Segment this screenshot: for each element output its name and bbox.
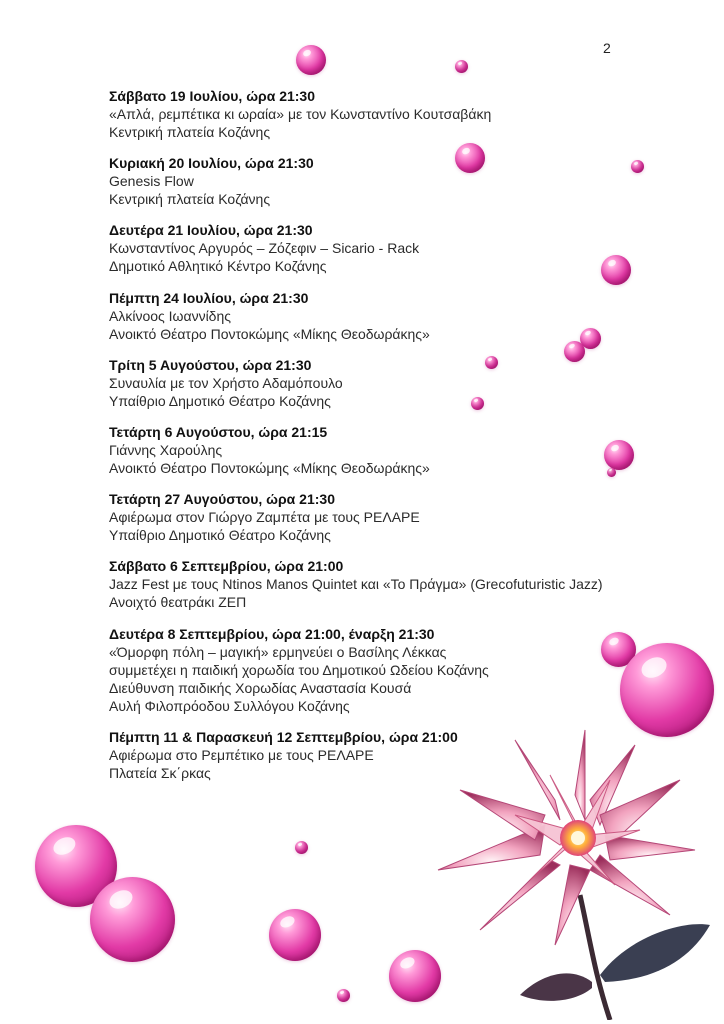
event-entry xyxy=(109,625,669,715)
event-venue: Κεντρική πλατεία Κοζάνης xyxy=(109,191,271,208)
event-venue: Ανοικτό Θέατρο Ποντοκώμης «Μίκης Θεοδωράκης» xyxy=(109,459,430,476)
page-number: 2 xyxy=(603,40,611,56)
event-performer: Genesis Flow xyxy=(109,173,194,190)
bubble-icon xyxy=(607,468,616,477)
event-performer: Jazz Fest με τους Ntinos Manos Quintet και «Το Πράγμα» (Grecofuturistic Jazz) xyxy=(109,576,603,593)
event-entry xyxy=(109,557,669,611)
event-date: Δευτέρα 21 Ιουλίου, ώρα 21:30 xyxy=(109,222,313,239)
event-venue: Κεντρική πλατεία Κοζάνης xyxy=(109,124,271,140)
bubble-icon xyxy=(485,356,498,369)
event-entry xyxy=(109,423,669,477)
event-date: Τετάρτη 27 Αυγούστου, ώρα 21:30 xyxy=(109,491,335,508)
event-performer: «Απλά, ρεμπέτικα κι ωραία» με τον Κωνσταντίνο Κουτσαβάκη xyxy=(109,106,492,122)
event-date: Τετάρτη 6 Αυγούστου, ώρα 21:15 xyxy=(109,423,328,440)
bubble-icon xyxy=(455,60,468,73)
event-date: Κυριακή 20 Ιουλίου, ώρα 21:30 xyxy=(109,155,314,172)
event-venue: Πλατεία Σκ΄ρκας xyxy=(109,764,211,781)
event-performer: Συναυλία με τον Χρήστο Αδαμόπουλο xyxy=(109,374,343,391)
event-venue: Υπαίθριο Δημοτικό Θέατρο Κοζάνης xyxy=(109,527,331,544)
event-date: Σάββατο 6 Σεπτεμβρίου, ώρα 21:00 xyxy=(109,558,344,575)
bubble-icon xyxy=(455,143,485,173)
event-performer: «Όμορφη πόλη – μαγική» ερμηνεύει ο Βασίλης Λέκκας xyxy=(109,643,447,660)
event-entry xyxy=(109,154,669,208)
bubble-icon xyxy=(601,255,631,285)
event-date: Δευτέρα 8 Σεπτεμβρίου, ώρα 21:00, έναρξη 21:30 xyxy=(109,625,435,642)
event-detail: συμμετέχει η παιδική χορωδία του Δημοτικού Ωδείου Κοζάνης xyxy=(109,661,489,678)
event-venue: Ανοικτό Θέατρο Ποντοκώμης «Μίκης Θεοδωράκης» xyxy=(109,325,430,342)
dahlia-flower-icon xyxy=(420,720,720,1020)
event-performer: Αφιέρωμα στον Γιώργο Ζαμπέτα με τους ΡΕΛΑΡΕ xyxy=(109,509,420,526)
event-date: Τρίτη 5 Αυγούστου, ώρα 21:30 xyxy=(109,356,312,373)
bubble-icon xyxy=(269,909,321,961)
event-detail: Διεύθυνση παιδικής Χορωδίας Αναστασία Κουσά xyxy=(109,679,412,696)
bubble-icon xyxy=(471,397,484,410)
bubble-icon xyxy=(564,341,585,362)
event-date: Πέμπτη 24 Ιουλίου, ώρα 21:30 xyxy=(109,289,309,306)
event-venue: Υπαίθριο Δημοτικό Θέατρο Κοζάνης xyxy=(109,392,331,409)
event-date: Σάββατο 19 Ιουλίου, ώρα 21:30 xyxy=(109,88,316,104)
bubble-icon xyxy=(296,45,326,75)
event-date: Πέμπτη 11 & Παρασκευή 12 Σεπτεμβρίου, ώρα 21:00 xyxy=(109,728,458,745)
bubble-icon xyxy=(337,989,350,1002)
event-entry xyxy=(109,490,669,544)
event-performer: Γιάννης Χαρούλης xyxy=(109,441,223,458)
event-entry xyxy=(109,87,669,141)
bubble-icon xyxy=(90,877,175,962)
event-schedule xyxy=(109,87,669,795)
event-venue: Αυλή Φιλοπρόοδου Συλλόγου Κοζάνης xyxy=(109,697,350,714)
event-venue: Δημοτικό Αθλητικό Κέντρο Κοζάνης xyxy=(109,258,327,275)
bubble-icon xyxy=(631,160,644,173)
event-performer: Αλκίνοος Ιωαννίδης xyxy=(109,307,232,324)
bubble-icon xyxy=(604,440,634,470)
bubble-icon xyxy=(295,841,308,854)
event-venue: Ανοιχτό θεατράκι ΖΕΠ xyxy=(109,594,247,611)
event-performer: Αφιέρωμα στο Ρεμπέτικο με τους ΡΕΛΑΡΕ xyxy=(109,746,374,763)
event-performer: Κωνσταντίνος Αργυρός – Ζόζεφιν – Sicario - Rack xyxy=(109,240,420,257)
event-entry xyxy=(109,221,669,275)
event-entry xyxy=(109,356,669,410)
